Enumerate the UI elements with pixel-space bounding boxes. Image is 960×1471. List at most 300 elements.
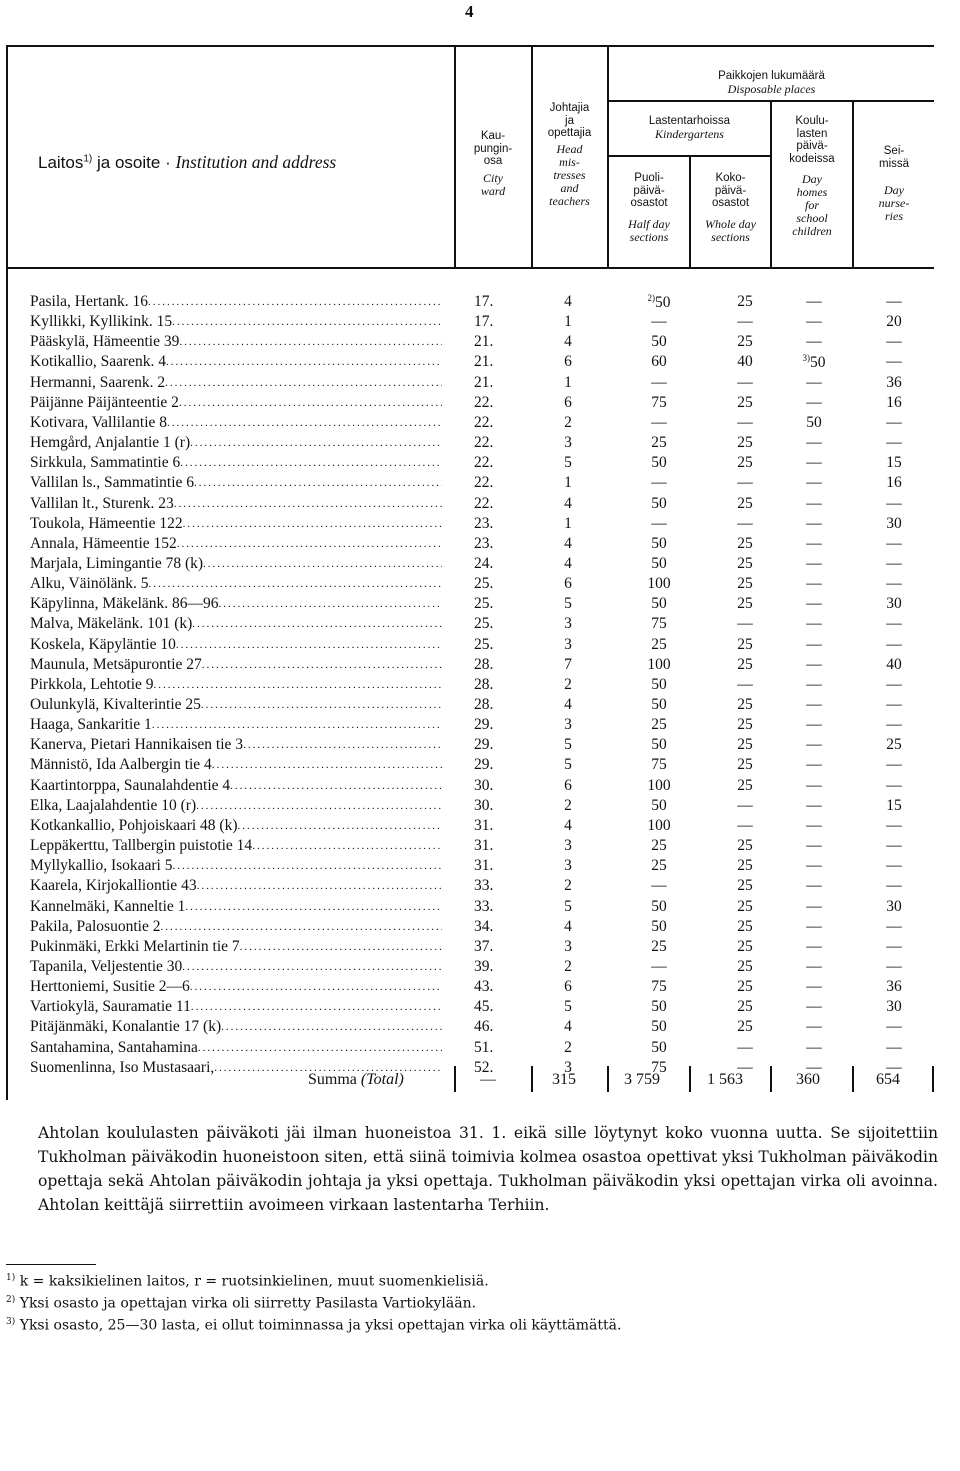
institution-name-text: Pukinmäki, Erkki Melartinin tie 7 xyxy=(30,937,240,955)
school-children-cell xyxy=(778,998,850,1016)
ward-cell-value: 22. xyxy=(474,413,494,431)
institution-name-text: Malva, Mäkelänk. 101 (k) xyxy=(30,615,193,633)
teachers-cell xyxy=(548,434,588,452)
ward-cell xyxy=(474,978,504,996)
whole-day-cell-value: 25 xyxy=(737,978,753,996)
institution-name-text: Männistö, Ida Aalbergin tie 4 xyxy=(30,756,212,774)
half-fi-3: osastot xyxy=(630,197,668,210)
institution-name-text: Kaarela, Kirjokalliontie 43 xyxy=(30,877,197,895)
teachers-fi-1: Johtajia xyxy=(549,102,590,114)
half-day-cell-value: 100 xyxy=(647,655,671,673)
half-day-cell xyxy=(618,414,700,432)
school-children-cell-value: — xyxy=(806,454,822,472)
teachers-cell-value: 4 xyxy=(564,293,572,310)
ward-cell-value: 33. xyxy=(474,897,494,915)
nursery-cell xyxy=(855,515,933,533)
teachers-cell-value: 6 xyxy=(564,776,572,794)
nursery-cell-value: — xyxy=(886,1058,902,1076)
whole-day-cell-value: 25 xyxy=(737,393,753,411)
half-day-cell xyxy=(618,313,700,331)
half-day-cell xyxy=(618,656,700,674)
institution-name-text: Kyllikki, Kyllikink. 15 xyxy=(30,313,173,331)
ward-cell-value: 21. xyxy=(474,333,494,351)
institution-name xyxy=(30,676,442,694)
nursery-cell xyxy=(855,495,933,513)
school-children-cell xyxy=(778,575,850,593)
whole-day-cell xyxy=(704,978,786,996)
half-day-cell-value: 50 xyxy=(651,494,667,512)
nursery-cell xyxy=(855,374,933,392)
leader-dots xyxy=(179,333,442,351)
footnote-2-mark: 2) xyxy=(6,1295,16,1305)
half-day-cell-value: 50 xyxy=(651,333,667,351)
teachers-cell-value: 1 xyxy=(564,373,572,391)
leader-dots xyxy=(185,898,442,916)
ward-cell-value: 21. xyxy=(474,353,494,371)
teachers-cell-value: 5 xyxy=(564,998,572,1016)
institution-name-text: Hemgård, Anjalantie 1 (r) xyxy=(30,434,191,452)
teachers-cell xyxy=(548,656,588,674)
whole-day-cell xyxy=(704,555,786,573)
half-day-cell xyxy=(618,535,700,553)
table-row xyxy=(0,353,960,373)
teachers-cell xyxy=(548,1039,588,1057)
half-day-cell xyxy=(618,777,700,795)
nursery-cell xyxy=(855,898,933,916)
school-children-cell-value: — xyxy=(806,877,822,895)
table-row xyxy=(0,474,960,494)
school-fi-1: Koulu- xyxy=(795,115,829,127)
nursery-cell-value: — xyxy=(886,696,902,713)
half-day-cell-value: 100 xyxy=(647,575,671,593)
half-day-cell-value: 75 xyxy=(651,1058,667,1076)
ward-cell xyxy=(474,515,504,533)
footnote-2 xyxy=(6,1295,476,1312)
institution-name-text: Kotikallio, Saarenk. 4 xyxy=(30,353,167,371)
table-row xyxy=(0,515,960,535)
whole-day-cell-value: — xyxy=(737,373,753,391)
teachers-en-1: Head xyxy=(556,141,583,156)
table-row xyxy=(0,676,960,696)
nursery-cell-value: 36 xyxy=(886,373,902,391)
half-day-cell xyxy=(618,515,700,533)
institution-name-text: Pakila, Palosuontie 2 xyxy=(30,917,161,935)
whole-day-cell xyxy=(704,495,786,513)
whole-day-cell-value: 25 xyxy=(737,917,753,935)
ward-cell xyxy=(474,958,504,976)
ward-cell xyxy=(474,595,504,613)
half-day-cell-value: 25 xyxy=(651,716,667,734)
whole-day-cell-value: — xyxy=(737,413,753,431)
nursery-cell xyxy=(855,575,933,593)
teachers-cell-value: 3 xyxy=(564,716,572,734)
whole-fi-1: Koko- xyxy=(715,172,746,184)
institution-name xyxy=(30,978,442,996)
half-day-cell-value: — xyxy=(651,474,667,492)
school-children-cell xyxy=(778,454,850,472)
table-row xyxy=(0,716,960,736)
institution-name-text: Kanerva, Pietari Hannikaisen tie 3 xyxy=(30,736,244,754)
leader-dots xyxy=(203,555,442,573)
ward-cell-value: 29. xyxy=(474,716,494,734)
leader-dots xyxy=(174,495,442,513)
half-day-cell xyxy=(618,736,700,754)
teachers-cell xyxy=(548,736,588,754)
table-row xyxy=(0,797,960,817)
ward-cell-value: 17. xyxy=(474,293,494,310)
ward-cell-value: 25. xyxy=(474,615,494,633)
institution-name xyxy=(30,394,442,412)
nursery-cell-value: 20 xyxy=(886,313,902,331)
half-day-cell-value: 25 xyxy=(651,434,667,452)
ward-cell-value: 33. xyxy=(474,877,494,895)
half-day-cell xyxy=(618,575,700,593)
whole-day-cell-value: 25 xyxy=(737,736,753,754)
table-row xyxy=(0,575,960,595)
institution-name xyxy=(30,958,442,976)
whole-day-cell-value: — xyxy=(737,313,753,331)
ward-cell xyxy=(474,756,504,774)
nursery-cell xyxy=(855,313,933,331)
whole-day-cell-value: 25 xyxy=(737,595,753,613)
ward-cell-value: 25. xyxy=(474,595,494,613)
whole-day-cell xyxy=(704,877,786,895)
institution-name xyxy=(30,837,442,855)
total-label xyxy=(308,1071,404,1093)
leader-dots xyxy=(194,474,442,492)
half-day-cell-value: 25 xyxy=(651,857,667,875)
whole-day-cell xyxy=(704,474,786,492)
school-children-cell xyxy=(778,495,850,513)
column-header-nurseries xyxy=(854,145,934,223)
school-children-cell xyxy=(778,736,850,754)
school-children-cell xyxy=(778,615,850,633)
table-top-rule xyxy=(6,45,934,47)
school-children-cell xyxy=(778,515,850,533)
whole-day-cell-value: 25 xyxy=(737,716,753,734)
leader-dots xyxy=(212,756,442,774)
school-children-cell-value: — xyxy=(806,1018,822,1036)
half-fi-2: päivä- xyxy=(633,184,665,197)
whole-day-cell xyxy=(704,1039,786,1057)
school-children-cell-value: — xyxy=(806,554,822,572)
school-fi-2: lasten xyxy=(796,127,828,140)
teachers-cell xyxy=(548,938,588,956)
half-day-cell-value: — xyxy=(651,313,667,331)
half-day-cell-value: 60 xyxy=(651,353,667,371)
institution-name xyxy=(30,474,442,492)
school-children-cell-value: — xyxy=(806,917,822,935)
teachers-cell xyxy=(548,958,588,976)
school-children-cell xyxy=(778,313,850,331)
leader-dots xyxy=(201,696,442,714)
teachers-cell-value: 5 xyxy=(564,595,572,613)
total-school: 360 xyxy=(796,1071,820,1088)
nursery-cell xyxy=(855,857,933,875)
institution-name xyxy=(30,716,442,734)
ward-fi-1: Kau- xyxy=(480,130,506,142)
ward-cell xyxy=(474,535,504,553)
half-day-cell-value: 50 xyxy=(651,554,667,572)
teachers-cell-value: 5 xyxy=(564,756,572,774)
total-rule-7 xyxy=(932,1066,934,1092)
ward-cell xyxy=(474,394,504,412)
ward-cell-value: 31. xyxy=(474,837,494,855)
whole-day-cell xyxy=(704,353,786,371)
nursery-cell-value: — xyxy=(886,816,902,834)
teachers-cell-value: 6 xyxy=(564,575,572,593)
school-children-cell-value: — xyxy=(806,575,822,593)
teachers-cell-value: 4 xyxy=(564,1018,572,1036)
whole-day-cell xyxy=(704,636,786,654)
institution-name-text: Pirkkola, Lehtotie 9 xyxy=(30,675,154,693)
ward-cell xyxy=(474,353,504,371)
whole-day-cell-value: — xyxy=(737,514,753,532)
teachers-cell-value: 2 xyxy=(564,796,572,814)
school-children-cell xyxy=(778,595,850,613)
school-children-cell-value: — xyxy=(806,716,822,734)
nursery-cell-value: 30 xyxy=(886,595,902,613)
ward-cell-value: 25. xyxy=(474,635,494,653)
half-day-cell xyxy=(618,454,700,472)
leader-dots xyxy=(221,1018,442,1036)
school-children-cell-value: — xyxy=(806,635,822,653)
leader-dots xyxy=(238,817,443,835)
teachers-cell-value: 4 xyxy=(564,917,572,935)
table-row xyxy=(0,978,960,998)
school-children-cell-value: — xyxy=(806,776,822,794)
half-day-cell xyxy=(618,353,700,371)
half-day-cell xyxy=(618,434,700,452)
whole-day-cell xyxy=(704,958,786,976)
nursery-cell-value: — xyxy=(886,1038,902,1056)
school-en-5: children xyxy=(792,224,832,239)
nurse-fi-2: missä xyxy=(878,157,910,170)
school-children-cell-value: — xyxy=(806,333,822,351)
school-children-cell xyxy=(778,857,850,875)
nursery-cell-value: — xyxy=(886,857,902,875)
table-row xyxy=(0,313,960,333)
leader-dots xyxy=(182,958,442,976)
school-children-cell xyxy=(778,898,850,916)
institution-name-text: Kotkankallio, Pohjoiskaari 48 (k) xyxy=(30,816,238,834)
table-row xyxy=(0,374,960,394)
half-day-cell-value: 25 xyxy=(651,937,667,955)
nursery-cell-value: — xyxy=(886,756,902,774)
ward-cell-value: 52. xyxy=(474,1058,494,1076)
school-children-cell xyxy=(778,958,850,976)
school-children-cell xyxy=(778,797,850,815)
institution-name-text: Kotivara, Vallilantie 8 xyxy=(30,413,168,431)
school-children-cell-value: — xyxy=(806,736,822,754)
half-day-cell-value: — xyxy=(651,413,667,431)
school-children-cell-value: — xyxy=(806,756,822,774)
table-row xyxy=(0,595,960,615)
teachers-cell-value: 5 xyxy=(564,897,572,915)
school-children-cell xyxy=(778,918,850,936)
nursery-cell-value: — xyxy=(886,917,902,935)
title-separator: · xyxy=(165,153,171,172)
whole-day-cell xyxy=(704,656,786,674)
nursery-cell xyxy=(855,414,933,432)
table-row xyxy=(0,958,960,978)
whole-day-cell xyxy=(704,595,786,613)
half-day-cell xyxy=(618,797,700,815)
leader-dots xyxy=(152,716,442,734)
ward-cell-value: 22. xyxy=(474,393,494,411)
nurse-en-2: nurse- xyxy=(878,196,910,211)
teachers-cell xyxy=(548,535,588,553)
school-children-cell-value: — xyxy=(806,796,822,814)
institution-name xyxy=(30,797,442,815)
nursery-cell xyxy=(855,736,933,754)
institution-name-text: Sirkkula, Sammatintie 6 xyxy=(30,454,181,472)
teachers-cell xyxy=(548,898,588,916)
institution-name-text: Käpylinna, Mäkelänk. 86—96 xyxy=(30,595,219,613)
teachers-cell xyxy=(548,837,588,855)
nursery-cell xyxy=(855,555,933,573)
title-fi: Laitos xyxy=(38,153,84,172)
half-day-cell xyxy=(618,938,700,956)
ward-cell xyxy=(474,575,504,593)
teachers-cell xyxy=(548,374,588,392)
ward-cell xyxy=(474,736,504,754)
institution-name-text: Oulunkylä, Kivalterintie 25 xyxy=(30,696,201,713)
nurse-en-3: ries xyxy=(885,209,903,224)
school-children-cell-value: — xyxy=(806,998,822,1016)
half-day-cell-value: 75 xyxy=(651,615,667,633)
ward-cell xyxy=(474,495,504,513)
nursery-cell xyxy=(855,877,933,895)
ward-cell xyxy=(474,777,504,795)
table-row xyxy=(0,998,960,1018)
nursery-cell-value: — xyxy=(886,635,902,653)
nursery-cell-value: — xyxy=(886,575,902,593)
nursery-cell xyxy=(855,938,933,956)
whole-day-cell-value: 25 xyxy=(737,776,753,794)
whole-day-cell-value: 25 xyxy=(737,333,753,351)
half-day-cell xyxy=(618,333,700,351)
ward-cell xyxy=(474,1039,504,1057)
half-day-cell xyxy=(618,636,700,654)
total-rule-6 xyxy=(852,1066,854,1092)
institution-name xyxy=(30,333,442,351)
school-children-cell xyxy=(778,696,850,714)
half-day-cell xyxy=(618,817,700,835)
kinder-fi: Lastentarhoissa xyxy=(648,115,731,127)
nursery-cell-value: 15 xyxy=(886,796,902,814)
teachers-cell-value: 1 xyxy=(564,474,572,492)
nursery-cell-value: — xyxy=(886,1018,902,1036)
whole-day-cell-value: 25 xyxy=(737,857,753,875)
school-children-cell-value: — xyxy=(806,978,822,996)
nursery-cell xyxy=(855,797,933,815)
whole-day-cell xyxy=(704,797,786,815)
school-children-cell-value: — xyxy=(806,837,822,855)
teachers-cell xyxy=(548,454,588,472)
total-teachers: 315 xyxy=(552,1071,576,1088)
institution-name-text: Kannelmäki, Kanneltie 1 xyxy=(30,897,186,915)
institution-name-text: Kaartintorppa, Saunalahdentie 4 xyxy=(30,776,231,794)
nursery-cell-value: 30 xyxy=(886,897,902,915)
leader-dots xyxy=(183,515,442,533)
leader-dots xyxy=(202,656,442,674)
leader-dots xyxy=(154,676,442,694)
whole-day-cell xyxy=(704,615,786,633)
school-children-cell xyxy=(778,676,850,694)
school-children-cell-value: — xyxy=(806,595,822,613)
table-row xyxy=(0,394,960,414)
half-day-cell-value: 75 xyxy=(651,756,667,774)
half-day-cell xyxy=(618,696,700,714)
whole-day-cell xyxy=(704,716,786,734)
ward-cell-value: 22. xyxy=(474,474,494,492)
teachers-cell-value: 3 xyxy=(564,635,572,653)
whole-day-cell xyxy=(704,515,786,533)
ward-cell xyxy=(474,615,504,633)
table-row xyxy=(0,1018,960,1038)
column-header-ward xyxy=(456,130,530,198)
whole-en-2: sections xyxy=(711,229,750,244)
teachers-cell-value: 6 xyxy=(564,978,572,996)
ward-cell-value: 22. xyxy=(474,494,494,512)
institution-name xyxy=(30,414,442,432)
leader-dots xyxy=(240,938,442,956)
institution-name xyxy=(30,575,442,593)
ward-cell-value: 45. xyxy=(474,998,494,1016)
institution-name xyxy=(30,636,442,654)
institution-name xyxy=(30,515,442,533)
school-children-cell-value: — xyxy=(806,313,822,331)
teachers-cell xyxy=(548,595,588,613)
ward-cell-value: 39. xyxy=(474,957,494,975)
teachers-cell-value: 2 xyxy=(564,675,572,693)
half-day-cell-value: 50 xyxy=(651,897,667,915)
nursery-cell xyxy=(855,958,933,976)
school-children-cell-value: — xyxy=(806,373,822,391)
teachers-cell-value: 6 xyxy=(564,353,572,371)
whole-day-cell-value: 25 xyxy=(737,696,753,713)
institution-name xyxy=(30,353,442,371)
ward-cell xyxy=(474,676,504,694)
institution-name-text: Päijänne Päijänteentie 2 xyxy=(30,393,179,411)
nursery-cell-value: — xyxy=(886,293,902,310)
ward-cell xyxy=(474,656,504,674)
whole-day-cell-value: 25 xyxy=(737,534,753,552)
half-day-cell-value: — xyxy=(651,373,667,391)
half-day-cell-value: 50 xyxy=(651,1018,667,1036)
whole-day-cell xyxy=(704,736,786,754)
footnote-1-mark: 1) xyxy=(6,1273,16,1283)
ward-cell-value: 31. xyxy=(474,816,494,834)
institution-name xyxy=(30,535,442,553)
teachers-cell-value: 1 xyxy=(564,514,572,532)
institution-name-text: Koskela, Käpyläntie 10 xyxy=(30,635,176,653)
teachers-cell xyxy=(548,394,588,412)
teachers-cell xyxy=(548,293,588,311)
footnote-3-mark: 3) xyxy=(6,1317,16,1327)
whole-day-cell xyxy=(704,1018,786,1036)
teachers-cell-value: 4 xyxy=(564,816,572,834)
school-children-cell xyxy=(778,374,850,392)
header-bottom-rule xyxy=(6,267,934,269)
institution-name-text: Toukola, Hämeentie 122 xyxy=(30,514,183,532)
half-day-cell xyxy=(618,756,700,774)
ward-cell xyxy=(474,636,504,654)
table-row xyxy=(0,454,960,474)
teachers-cell xyxy=(548,313,588,331)
institution-name-text: Pääskylä, Hämeentie 39 xyxy=(30,333,180,351)
